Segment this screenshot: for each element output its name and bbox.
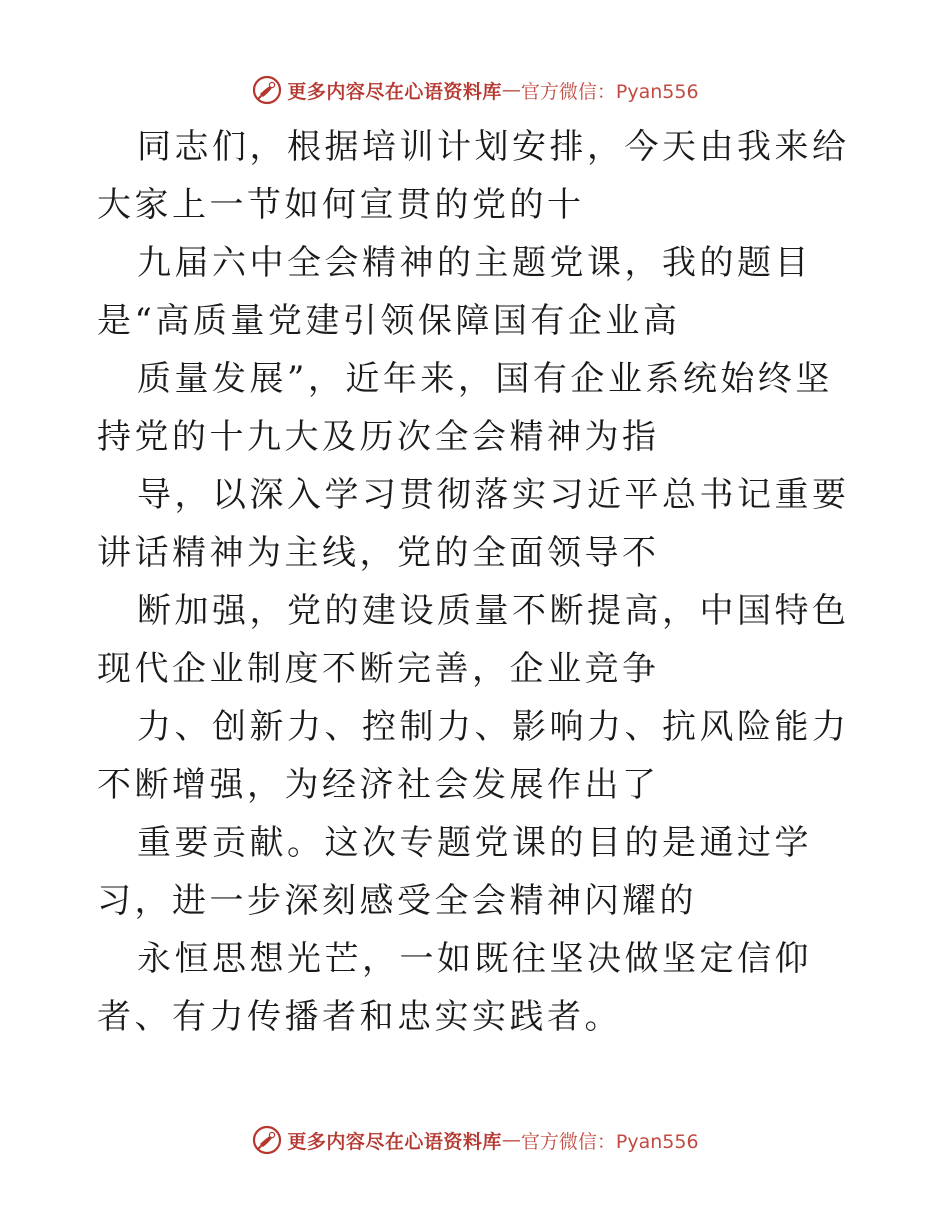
promo-text: 更多内容尽在心语资料库 [287, 1130, 502, 1153]
paragraph: 永恒思想光芒，一如既往坚决做坚定信仰者、有力传播者和忠实实践者。 [97, 939, 812, 1037]
banner-separator: — [501, 79, 521, 101]
book-quill-logo-icon [251, 74, 283, 106]
document-body [97, 118, 857, 1046]
book-quill-logo-icon [251, 1124, 283, 1156]
paragraph: 导，以深入学习贯彻落实习近平总书记重要讲话精神为主线，党的全面领导不 [97, 475, 850, 573]
wechat-contact: 官方微信：Pyan556 [520, 1130, 699, 1153]
wechat-contact: 官方微信：Pyan556 [520, 80, 699, 103]
paragraph: 力、创新力、控制力、影响力、抗风险能力不断增强，为经济社会发展作出了 [97, 707, 850, 805]
paragraph: 断加强，党的建设质量不断提高，中国特色现代企业制度不断完善，企业竞争 [97, 591, 850, 689]
banner-separator: — [501, 1129, 521, 1151]
paragraph: 质量发展”，近年来，国有企业系统始终坚持党的十九大及历次全会精神为指 [97, 359, 833, 457]
paragraph: 同志们，根据培训计划安排，今天由我来给大家上一节如何宣贯的党的十 [97, 127, 850, 225]
footer-banner [0, 1120, 950, 1160]
promo-text: 更多内容尽在心语资料库 [287, 80, 502, 103]
paragraph: 九届六中全会精神的主题党课，我的题目是“高质量党建引领保障国有企业高 [97, 243, 812, 341]
paragraph: 重要贡献。这次专题党课的目的是通过学习，进一步深刻感受全会精神闪耀的 [97, 823, 812, 921]
header-banner [0, 70, 950, 110]
